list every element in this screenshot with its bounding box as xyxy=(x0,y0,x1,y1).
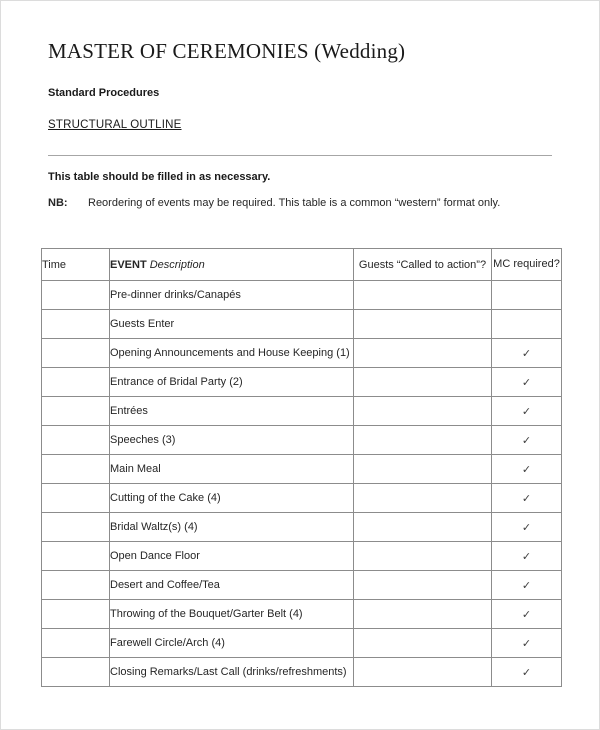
mc-cell xyxy=(492,310,562,339)
event-cell: Closing Remarks/Last Call (drinks/refreshments) xyxy=(110,658,354,687)
mc-cell xyxy=(492,426,562,455)
time-cell xyxy=(42,629,110,658)
check-icon: ✓ xyxy=(521,492,532,505)
time-cell xyxy=(42,281,110,310)
section-heading: STRUCTURAL OUTLINE xyxy=(48,119,182,131)
table-row xyxy=(42,397,562,426)
guests-cell xyxy=(354,426,492,455)
column-header-time: Time xyxy=(42,249,110,281)
time-cell xyxy=(42,542,110,571)
event-cell: Cutting of the Cake (4) xyxy=(110,484,354,513)
event-cell: Open Dance Floor xyxy=(110,542,354,571)
event-cell: Farewell Circle/Arch (4) xyxy=(110,629,354,658)
mc-cell xyxy=(492,339,562,368)
check-icon: ✓ xyxy=(521,405,532,418)
check-icon: ✓ xyxy=(521,637,532,650)
mc-cell xyxy=(492,571,562,600)
check-icon: ✓ xyxy=(521,550,532,563)
event-cell: Desert and Coffee/Tea xyxy=(110,571,354,600)
time-cell xyxy=(42,426,110,455)
mc-cell xyxy=(492,397,562,426)
mc-cell xyxy=(492,484,562,513)
time-cell xyxy=(42,397,110,426)
instruction-text: This table should be filled in as necessary. xyxy=(48,171,271,183)
column-header-guests: Guests “Called to action”? xyxy=(354,249,492,281)
table-row xyxy=(42,310,562,339)
column-header-event-label: EVENT xyxy=(110,258,147,271)
time-cell xyxy=(42,600,110,629)
nb-label: NB: xyxy=(48,197,68,209)
table-row xyxy=(42,571,562,600)
event-cell: Entrées xyxy=(110,397,354,426)
check-icon: ✓ xyxy=(521,463,532,476)
time-cell xyxy=(42,513,110,542)
guests-cell xyxy=(354,455,492,484)
mc-cell xyxy=(492,513,562,542)
column-header-event-desc: Description xyxy=(149,258,205,271)
guests-cell xyxy=(354,542,492,571)
mc-cell xyxy=(492,368,562,397)
check-icon: ✓ xyxy=(521,347,532,360)
mc-cell xyxy=(492,658,562,687)
time-cell xyxy=(42,455,110,484)
guests-cell xyxy=(354,397,492,426)
time-cell xyxy=(42,571,110,600)
event-cell: Opening Announcements and House Keeping (1) xyxy=(110,339,354,368)
guests-cell xyxy=(354,513,492,542)
event-cell: Throwing of the Bouquet/Garter Belt (4) xyxy=(110,600,354,629)
document-page xyxy=(1,1,599,687)
table-row xyxy=(42,339,562,368)
table-row xyxy=(42,542,562,571)
table-header-row xyxy=(42,249,562,281)
guests-cell xyxy=(354,368,492,397)
event-cell: Speeches (3) xyxy=(110,426,354,455)
column-header-event xyxy=(110,249,354,281)
table-row xyxy=(42,368,562,397)
check-icon: ✓ xyxy=(521,666,532,679)
time-cell xyxy=(42,339,110,368)
event-table-body xyxy=(42,281,562,687)
table-row xyxy=(42,600,562,629)
event-cell: Entrance of Bridal Party (2) xyxy=(110,368,354,397)
check-icon: ✓ xyxy=(521,521,532,534)
guests-cell xyxy=(354,629,492,658)
check-icon: ✓ xyxy=(521,376,532,389)
table-row xyxy=(42,426,562,455)
mc-cell xyxy=(492,455,562,484)
mc-cell xyxy=(492,600,562,629)
events-table xyxy=(41,248,562,687)
table-row xyxy=(42,281,562,310)
table-row xyxy=(42,484,562,513)
table-row xyxy=(42,629,562,658)
guests-cell xyxy=(354,571,492,600)
table-row xyxy=(42,513,562,542)
divider xyxy=(48,155,552,156)
mc-cell xyxy=(492,281,562,310)
guests-cell xyxy=(354,484,492,513)
guests-cell xyxy=(354,339,492,368)
event-cell: Bridal Waltz(s) (4) xyxy=(110,513,354,542)
time-cell xyxy=(42,658,110,687)
nb-text: Reordering of events may be required. This table is a common “western” format only. xyxy=(88,197,501,209)
page-title: MASTER OF CEREMONIES (Wedding) xyxy=(48,39,406,63)
guests-cell xyxy=(354,658,492,687)
time-cell xyxy=(42,368,110,397)
table-row xyxy=(42,455,562,484)
table-row xyxy=(42,658,562,687)
event-cell: Main Meal xyxy=(110,455,354,484)
guests-cell xyxy=(354,310,492,339)
event-cell: Pre-dinner drinks/Canapés xyxy=(110,281,354,310)
guests-cell xyxy=(354,281,492,310)
nb-note xyxy=(48,197,559,209)
time-cell xyxy=(42,310,110,339)
mc-cell xyxy=(492,629,562,658)
guests-cell xyxy=(354,600,492,629)
check-icon: ✓ xyxy=(521,434,532,447)
subtitle: Standard Procedures xyxy=(48,87,160,99)
mc-cell xyxy=(492,542,562,571)
check-icon: ✓ xyxy=(521,608,532,621)
check-icon: ✓ xyxy=(521,579,532,592)
time-cell xyxy=(42,484,110,513)
column-header-mc: MC required? xyxy=(492,249,562,281)
event-cell: Guests Enter xyxy=(110,310,354,339)
